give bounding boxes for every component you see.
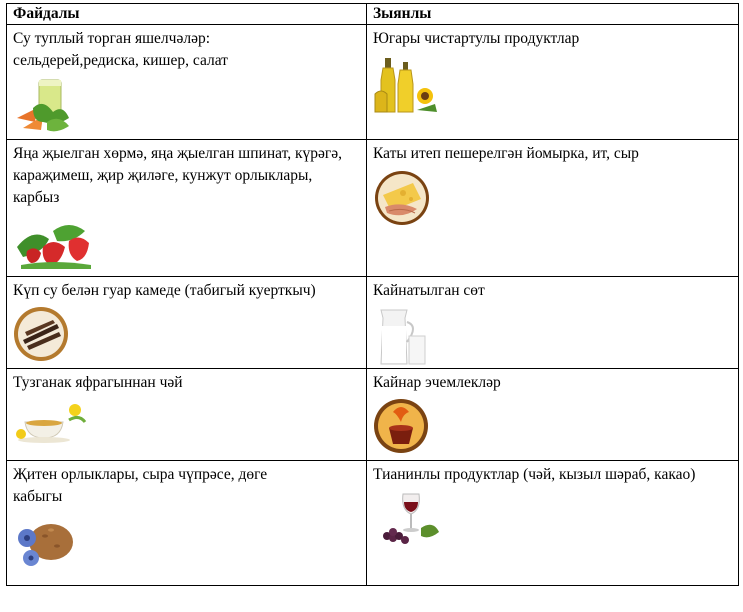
- bad-cell: [367, 461, 739, 586]
- food-comparison-table: [6, 3, 739, 586]
- table-header-row: [7, 4, 739, 25]
- good-text: Тузганак яфрагыннан чәй: [13, 374, 183, 391]
- flax-seeds-icon: [13, 516, 75, 570]
- header-bad: Зыянлы: [367, 4, 739, 25]
- header-good: Файдалы: [7, 4, 367, 25]
- bad-cell: [367, 369, 739, 461]
- vegetables-juice-icon: [13, 78, 73, 138]
- good-text: Яңа җыелган хөрмә, яңа җыелган шпинат, күрәгә, караҗимеш, җир җиләге, кунжут орлыклары, карбыз: [13, 145, 342, 206]
- good-text: Су туплый торган яшелчәләр: сельдерей,редиска, кишер, салат: [13, 30, 228, 69]
- table-row: [7, 140, 739, 277]
- bad-text: Кайнар эчемлекләр: [373, 374, 501, 391]
- good-cell: [7, 25, 367, 140]
- good-cell: [7, 140, 367, 277]
- good-cell: [7, 369, 367, 461]
- table-row: [7, 461, 739, 586]
- cheese-meat-icon: [373, 169, 431, 227]
- dandelion-tea-icon: [13, 400, 87, 444]
- good-cell: [7, 277, 367, 369]
- guar-pods-icon: [13, 306, 69, 362]
- bad-cell: [367, 277, 739, 369]
- table-row: [7, 369, 739, 461]
- good-text: Күп су белән гуар камеде (табигый куерткыч): [13, 282, 316, 299]
- bad-cell: [367, 25, 739, 140]
- strawberries-icon: [13, 217, 93, 269]
- bad-text: Кайнатылган сөт: [373, 282, 485, 299]
- bad-text: Югары чистартулы продуктлар: [373, 30, 580, 47]
- milk-jug-icon: [373, 306, 429, 368]
- good-text: Җитен орлыклары, сыра чүпрәсе, дөге кабыгы: [13, 466, 268, 505]
- hot-drink-icon: [373, 398, 429, 454]
- wine-grapes-icon: [373, 492, 443, 548]
- oil-bottles-icon: [373, 54, 439, 116]
- table-row: [7, 25, 739, 140]
- table-row: [7, 277, 739, 369]
- good-cell: [7, 461, 367, 586]
- bad-text: Каты итеп пешерелгән йомырка, ит, сыр: [373, 145, 639, 162]
- bad-text: Тианинлы продуктлар (чәй, кызыл шәраб, какао): [373, 466, 696, 483]
- bad-cell: [367, 140, 739, 277]
